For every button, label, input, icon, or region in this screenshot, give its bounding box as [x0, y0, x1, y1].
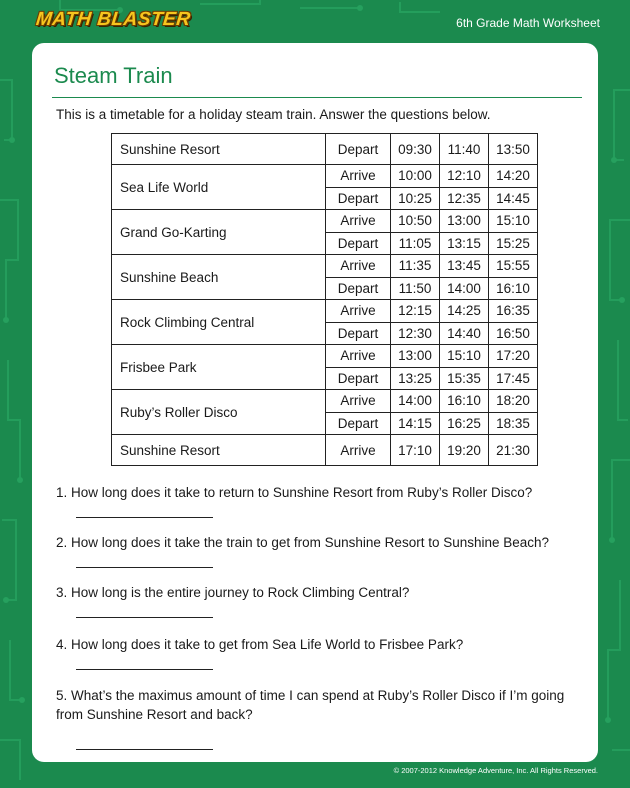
copyright-notice: © 2007-2012 Knowledge Adventure, Inc. All Rights Reserved. — [393, 766, 598, 775]
time-cell: 10:50 — [391, 210, 440, 233]
time-cell: 15:10 — [489, 210, 538, 233]
timetable-row — [112, 390, 538, 413]
time-cell: 12:10 — [440, 165, 489, 188]
arrive-depart-label: Depart — [326, 322, 391, 345]
worksheet-intro: This is a timetable for a holiday steam train. Answer the questions below. — [56, 107, 491, 122]
worksheet-panel — [32, 43, 598, 762]
time-cell: 13:50 — [489, 134, 538, 165]
math-blaster-logo — [36, 6, 190, 34]
time-cell: 17:45 — [489, 367, 538, 390]
time-cell: 11:50 — [391, 277, 440, 300]
time-cell: 13:45 — [440, 255, 489, 278]
time-cell: 14:15 — [391, 412, 440, 435]
answer-line-5[interactable] — [76, 749, 213, 750]
time-cell: 10:25 — [391, 187, 440, 210]
question-3: 3. How long is the entire journey to Rock Climbing Central? — [56, 585, 410, 600]
arrive-depart-label: Depart — [326, 277, 391, 300]
time-cell: 18:20 — [489, 390, 538, 413]
stop-name: Sunshine Resort — [112, 134, 326, 165]
time-cell: 16:35 — [489, 300, 538, 323]
time-cell: 19:20 — [440, 435, 489, 466]
stop-name: Rock Climbing Central — [112, 300, 326, 345]
grade-label: 6th Grade Math Worksheet — [456, 16, 600, 30]
time-cell: 21:30 — [489, 435, 538, 466]
timetable-row — [112, 165, 538, 188]
time-cell: 14:45 — [489, 187, 538, 210]
time-cell: 17:20 — [489, 345, 538, 368]
timetable-row — [112, 210, 538, 233]
arrive-depart-label: Arrive — [326, 435, 391, 466]
timetable-row — [112, 134, 538, 165]
time-cell: 18:35 — [489, 412, 538, 435]
arrive-depart-label: Arrive — [326, 390, 391, 413]
question-5: 5. What’s the maximus amount of time I can spend at Ruby’s Roller Disco if I’m going from Sunshine Resort and back? — [56, 688, 565, 722]
time-cell: 16:10 — [440, 390, 489, 413]
arrive-depart-label: Arrive — [326, 210, 391, 233]
arrive-depart-label: Arrive — [326, 255, 391, 278]
time-cell: 13:15 — [440, 232, 489, 255]
arrive-depart-label: Depart — [326, 187, 391, 210]
time-cell: 14:00 — [440, 277, 489, 300]
logo-text: MATH BLASTER — [34, 9, 192, 30]
timetable — [111, 133, 538, 466]
time-cell: 15:55 — [489, 255, 538, 278]
time-cell: 14:00 — [391, 390, 440, 413]
time-cell: 16:10 — [489, 277, 538, 300]
answer-line-2[interactable] — [76, 567, 213, 568]
time-cell: 11:05 — [391, 232, 440, 255]
arrive-depart-label: Depart — [326, 232, 391, 255]
stop-name: Sunshine Beach — [112, 255, 326, 300]
time-cell: 11:35 — [391, 255, 440, 278]
time-cell: 14:40 — [440, 322, 489, 345]
time-cell: 14:25 — [440, 300, 489, 323]
timetable-row — [112, 345, 538, 368]
time-cell: 12:35 — [440, 187, 489, 210]
question-1: 1. How long does it take to return to Sunshine Resort from Ruby’s Roller Disco? — [56, 485, 533, 500]
arrive-depart-label: Arrive — [326, 345, 391, 368]
title-divider — [52, 97, 582, 98]
arrive-depart-label: Arrive — [326, 165, 391, 188]
time-cell: 09:30 — [391, 134, 440, 165]
time-cell: 16:50 — [489, 322, 538, 345]
stop-name: Sea Life World — [112, 165, 326, 210]
arrive-depart-label: Depart — [326, 412, 391, 435]
time-cell: 13:00 — [440, 210, 489, 233]
timetable-body — [112, 134, 538, 466]
arrive-depart-label: Depart — [326, 134, 391, 165]
time-cell: 17:10 — [391, 435, 440, 466]
time-cell: 11:40 — [440, 134, 489, 165]
time-cell: 16:25 — [440, 412, 489, 435]
time-cell: 10:00 — [391, 165, 440, 188]
stop-name: Ruby’s Roller Disco — [112, 390, 326, 435]
time-cell: 15:10 — [440, 345, 489, 368]
question-2: 2. How long does it take the train to get from Sunshine Resort to Sunshine Beach? — [56, 535, 550, 550]
time-cell: 12:30 — [391, 322, 440, 345]
question-4: 4. How long does it take to get from Sea Life World to Frisbee Park? — [56, 637, 464, 652]
time-cell: 15:35 — [440, 367, 489, 390]
arrive-depart-label: Depart — [326, 367, 391, 390]
time-cell: 14:20 — [489, 165, 538, 188]
timetable-row — [112, 300, 538, 323]
stop-name: Sunshine Resort — [112, 435, 326, 466]
timetable-row — [112, 435, 538, 466]
stop-name: Grand Go-Karting — [112, 210, 326, 255]
answer-line-1[interactable] — [76, 517, 213, 518]
answer-line-3[interactable] — [76, 617, 213, 618]
time-cell: 13:25 — [391, 367, 440, 390]
time-cell: 13:00 — [391, 345, 440, 368]
answer-line-4[interactable] — [76, 669, 213, 670]
arrive-depart-label: Arrive — [326, 300, 391, 323]
timetable-row — [112, 255, 538, 278]
worksheet-title: Steam Train — [54, 63, 173, 88]
stop-name: Frisbee Park — [112, 345, 326, 390]
time-cell: 15:25 — [489, 232, 538, 255]
time-cell: 12:15 — [391, 300, 440, 323]
